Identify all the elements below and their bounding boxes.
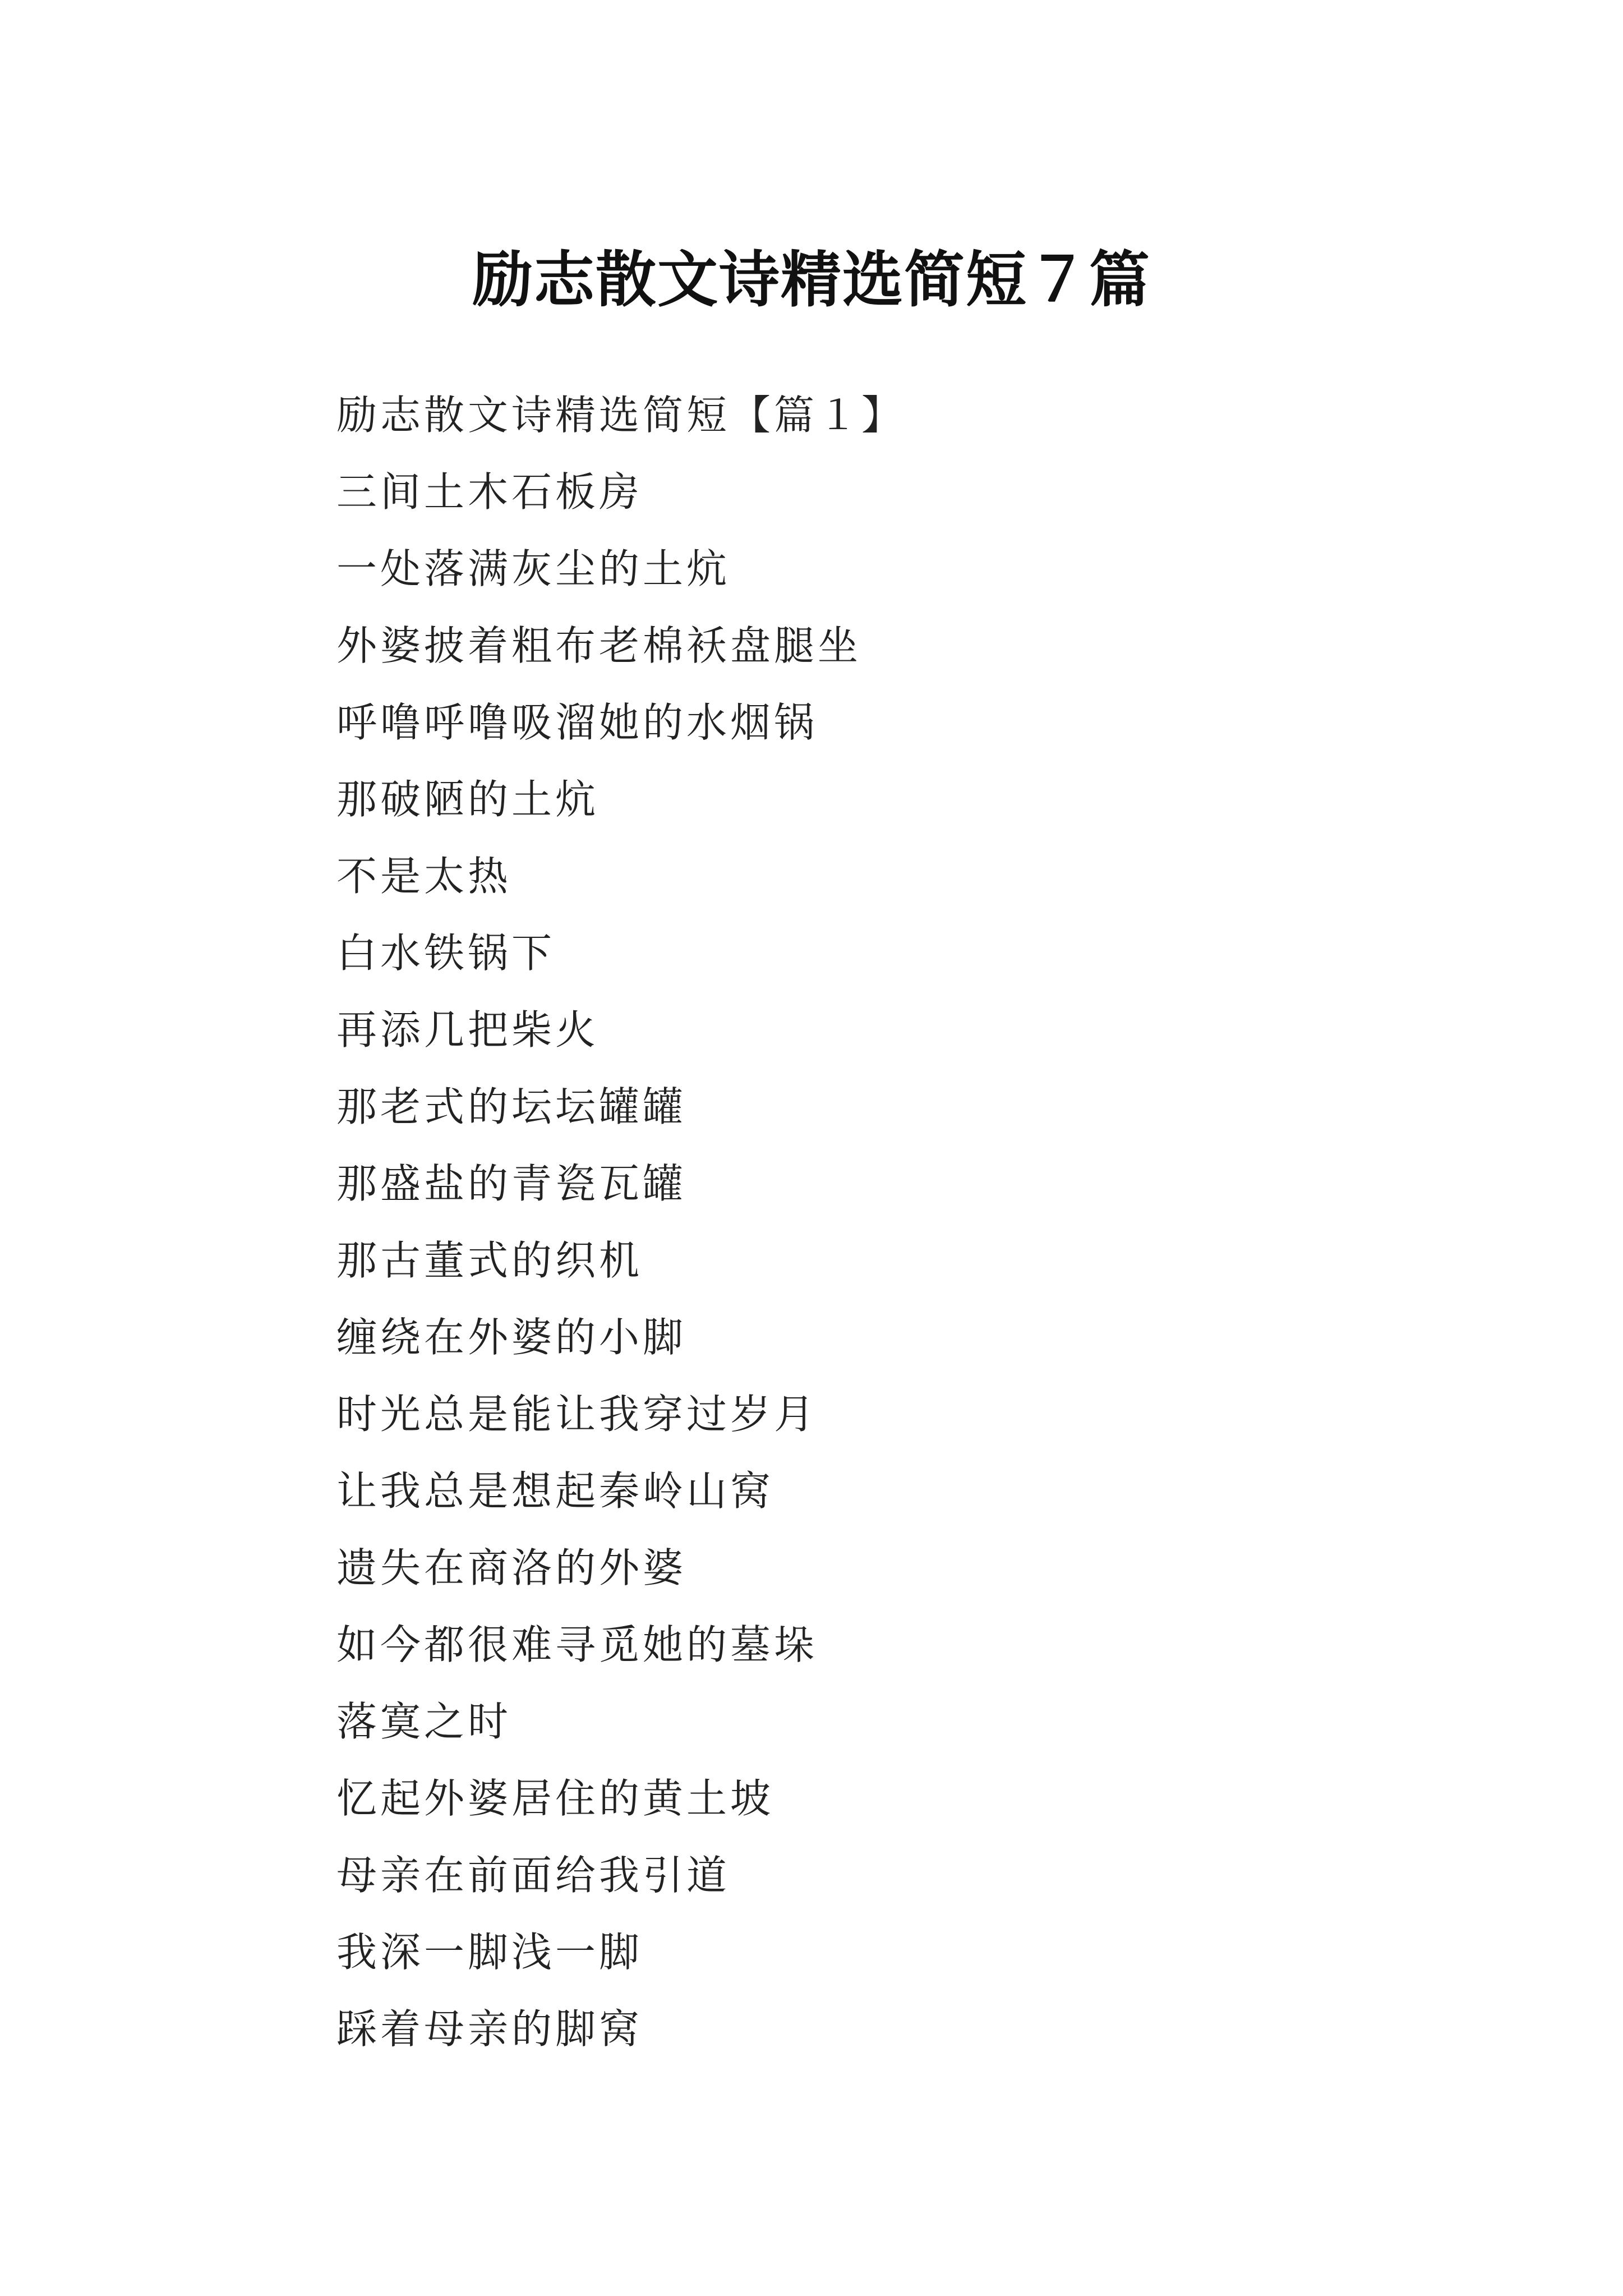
poem-line: 忆起外婆居住的黄土坡 <box>336 1775 774 1822</box>
poem-line: 再添几把柴火 <box>336 1006 600 1053</box>
poem-line: 那老式的坛坛罐罐 <box>336 1083 687 1130</box>
poem-line: 三间土木石板房 <box>336 468 643 516</box>
poem-line: 一处落满灰尘的土炕 <box>336 545 731 592</box>
poem-body <box>336 377 1514 2068</box>
poem-line: 不是太热 <box>336 853 512 900</box>
document-title: 励志散文诗精选简短７篇 <box>472 245 1151 316</box>
poem-line: 那破陋的土炕 <box>336 776 600 823</box>
poem-line: 我深一脚浅一脚 <box>336 1929 643 1976</box>
poem-line: 那古董式的织机 <box>336 1237 643 1284</box>
poem-line: 时光总是能让我穿过岁月 <box>336 1391 818 1438</box>
poem-line: 缠绕在外婆的小脚 <box>336 1314 687 1361</box>
poem-line: 那盛盐的青瓷瓦罐 <box>336 1160 687 1207</box>
poem-line: 外婆披着粗布老棉袄盘腿坐 <box>336 622 862 669</box>
poem-line: 落寞之时 <box>336 1698 512 1745</box>
section-heading: 励志散文诗精选简短【篇１】 <box>336 392 906 439</box>
poem-line: 遗失在商洛的外婆 <box>336 1544 687 1591</box>
poem-line: 踩着母亲的脚窝 <box>336 2005 643 2053</box>
poem-line: 呼噜呼噜吸溜她的水烟锅 <box>336 699 818 746</box>
poem-line: 让我总是想起秦岭山窝 <box>336 1467 774 1515</box>
poem-line: 如今都很难寻觅她的墓垛 <box>336 1621 818 1668</box>
poem-line: 母亲在前面给我引道 <box>336 1852 731 1899</box>
poem-line: 白水铁锅下 <box>336 930 556 977</box>
